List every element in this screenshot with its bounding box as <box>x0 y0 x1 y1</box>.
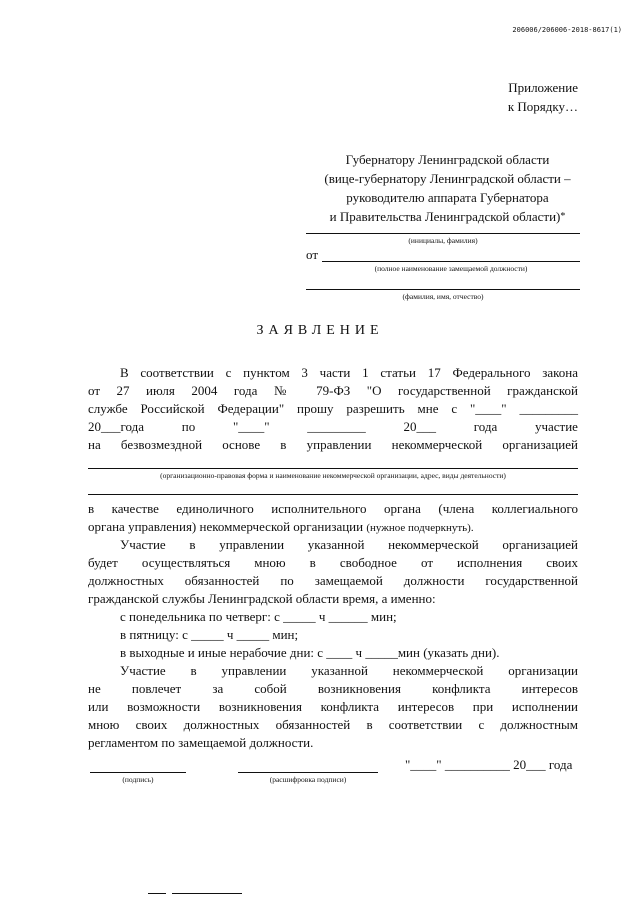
appendix-reference: к Порядку… <box>507 99 578 114</box>
document-id: 206006/206006-2018-8617(1) <box>512 26 622 34</box>
organization-line <box>88 468 578 469</box>
addressee-line-3: руководителю аппарата Губернатора <box>346 190 549 205</box>
document-title: ЗАЯВЛЕНИЕ <box>256 323 384 338</box>
fio-caption: (фамилия, имя, отчество) <box>402 292 484 301</box>
year-word: года <box>473 419 498 434</box>
appendix-label: Приложение <box>508 80 578 95</box>
from-label: от <box>306 247 319 262</box>
footnote-rule-1 <box>148 893 166 894</box>
initials-caption: (инициалы, фамилия) <box>408 236 478 245</box>
body-p4-line-1: Участие в управлении указанной некоммерческой организации <box>120 663 578 678</box>
signature-decode-caption: (расшифровка подписи) <box>269 775 347 784</box>
position-line <box>322 261 580 262</box>
body-p1-line-3: службе Российской Федерации" прошу разрешить мне с "____" _________ <box>88 401 578 416</box>
body-p4-line-3: или возможности возникновения конфликта интересов при исполнении <box>88 699 578 714</box>
body-p3-line-2: будет осуществляться мною в свободное от исполнения своих <box>88 555 578 570</box>
body-p2-line-2-text: органа управления) некоммерческой организации <box>88 519 364 534</box>
addressee-line-2: (вице-губернатору Ленинградской области – <box>324 171 571 186</box>
initials-line <box>306 233 580 234</box>
schedule-weekends: в выходные и иные нерабочие дни: с ____ ч _____мин (указать дни). <box>120 645 500 660</box>
body-p3-line-1: Участие в управлении указанной некоммерческой организацией <box>120 537 578 552</box>
fio-line <box>306 289 580 290</box>
body-p4-line-4: мною своих должностных обязанностей в соответствии с должностным <box>88 717 578 732</box>
body-p1-line-5: на безвозмездной основе в управлении некоммерческой организацией <box>88 437 578 452</box>
schedule-friday: в пятницу: с _____ ч _____ мин; <box>120 627 299 642</box>
footnote-asterisk: * <box>560 211 566 222</box>
position-caption: (полное наименование замещаемой должности) <box>374 264 528 273</box>
end-year-field: 20___ <box>403 419 436 434</box>
body-p2-line-2 <box>88 519 578 536</box>
participation-word: участие <box>534 419 578 434</box>
body-p1-line-2: от 27 июля 2004 года № 79-ФЗ "О государственной гражданской <box>88 383 578 398</box>
footnote-rule-2 <box>172 893 242 894</box>
body-p1-line-1: В соответствии с пунктом 3 части 1 статьи 17 Федерального закона <box>120 365 578 380</box>
addressee-line-1: Губернатору Ленинградской области <box>345 152 550 167</box>
body-p3-line-3: должностных обязанностей по замещаемой должности государственной <box>88 573 578 588</box>
signature-line <box>90 772 186 773</box>
signature-caption: (подпись) <box>122 775 154 784</box>
body-p3-line-4: гражданской службы Ленинградской области время, а именно: <box>88 591 436 606</box>
organization-line-2 <box>88 494 578 495</box>
underline-note: (нужное подчеркнуть). <box>366 522 474 534</box>
schedule-mon-thu: с понедельника по четверг: с _____ ч ______ мин; <box>120 609 397 624</box>
addressee-line-4-text: и Правительства Ленинградской области) <box>329 209 561 224</box>
signature-decode-line <box>238 772 378 773</box>
organization-caption: (организационно-правовая форма и наименование некоммерческой организации, адрес, виды деятельности) <box>160 471 506 480</box>
to-word: по <box>181 419 196 434</box>
body-p4-line-2: не повлечет за собой возникновения конфликта интересов <box>88 681 578 696</box>
body-p2-line-1: в качестве единоличного исполнительного органа (члена коллегиального <box>88 501 578 516</box>
body-p1-line-4 <box>88 419 578 435</box>
signature-date: "____" __________ 20___ года <box>405 757 573 772</box>
end-month-field: _________ <box>307 419 366 434</box>
addressee-line-4 <box>295 207 600 226</box>
year-start-field: 20___года <box>88 419 145 434</box>
end-day-field: "____" <box>232 419 270 434</box>
body-p4-line-5: регламентом по замещаемой должности. <box>88 735 314 750</box>
